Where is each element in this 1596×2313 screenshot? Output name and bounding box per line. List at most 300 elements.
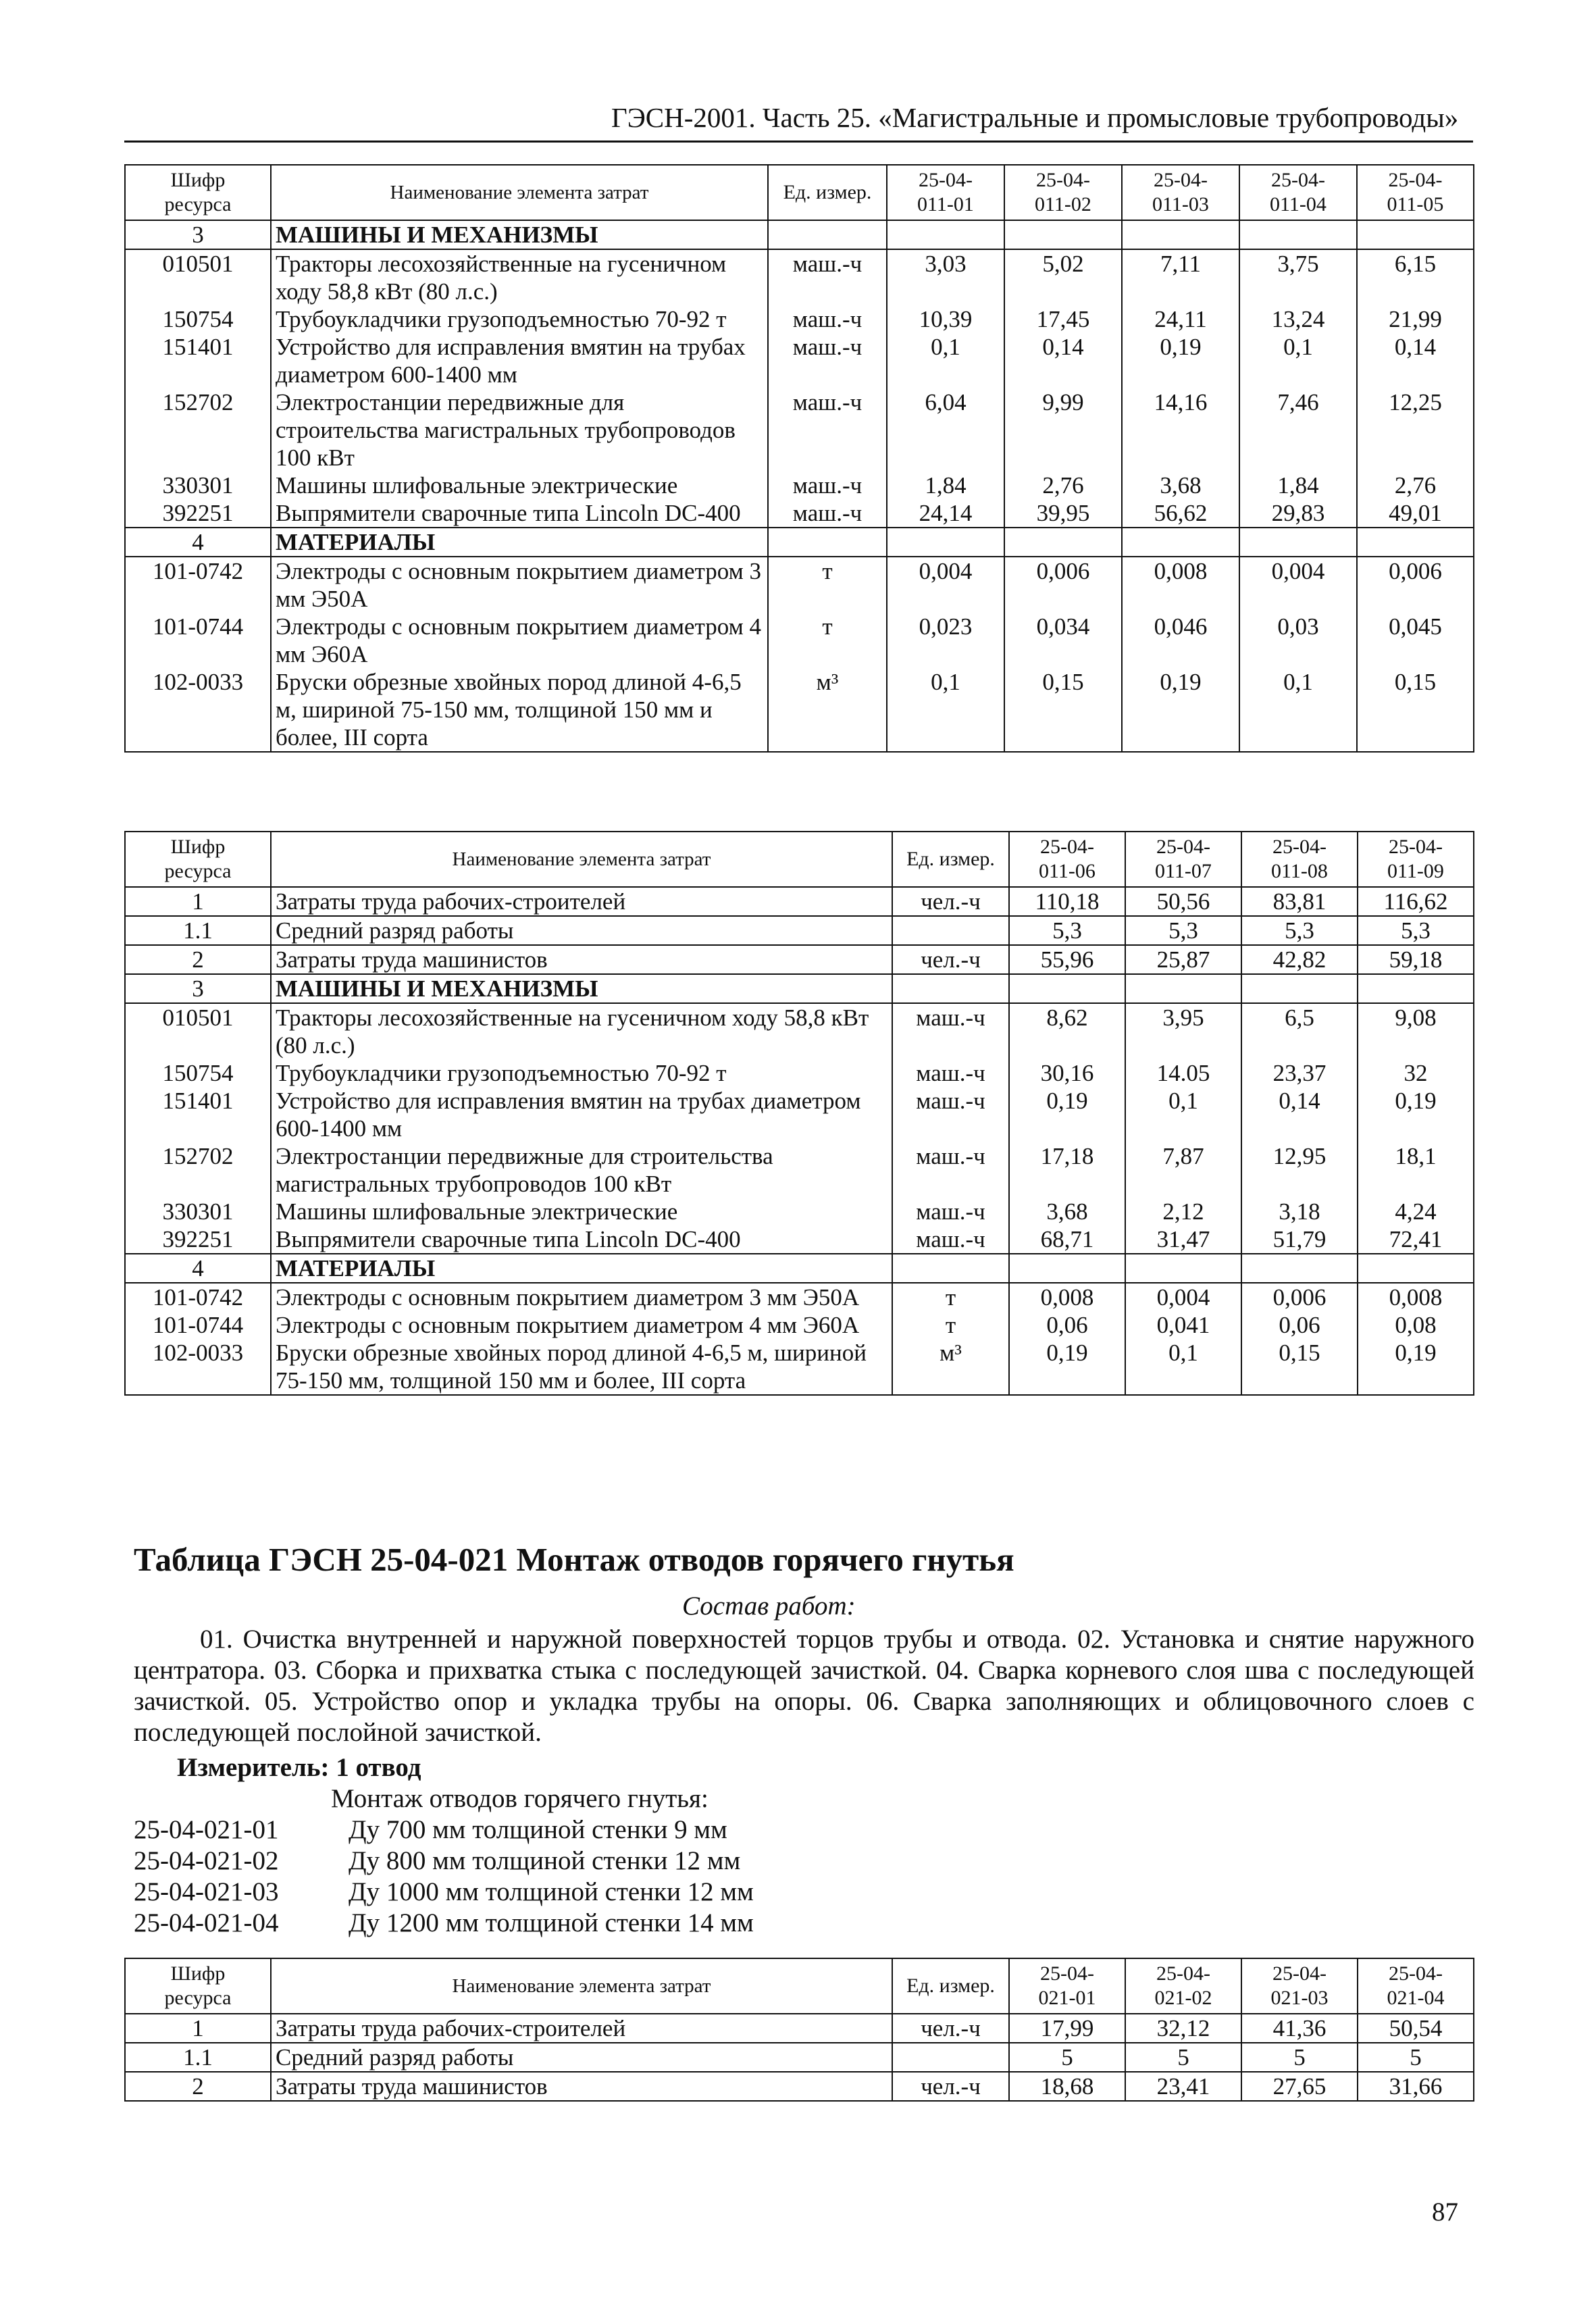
table-row	[125, 2014, 1474, 2043]
norm-value: 5,3	[1358, 916, 1474, 945]
cost-element-name: Затраты труда рабочих-строителей	[271, 2014, 892, 2043]
header-line: 25-04-	[1156, 1962, 1210, 1985]
header-line: Шифр	[170, 169, 226, 191]
norm-value: 5	[1358, 2043, 1474, 2072]
header-line: 011-02	[1035, 193, 1091, 215]
table-header-row	[125, 832, 1474, 887]
resource-code: 330301	[125, 1198, 271, 1225]
unit-of-measure: маш.-ч	[768, 249, 887, 305]
header-line: 25-04-	[1272, 836, 1327, 858]
norm-value: 2,76	[1004, 472, 1122, 499]
header-unit: Ед. измер.	[892, 832, 1009, 887]
header-line: 021-03	[1270, 1987, 1329, 2009]
header-norm-code	[1009, 1958, 1125, 2014]
cost-element-name: Затраты труда машинистов	[271, 2072, 892, 2101]
norm-value	[1358, 974, 1474, 1003]
header-line: 25-04-	[919, 169, 973, 191]
norm-value: 0,004	[887, 557, 1004, 613]
cost-element-name: Машины шлифовальные электрические	[271, 472, 768, 499]
norm-value	[1241, 974, 1358, 1003]
header-norm-code	[1241, 832, 1358, 887]
norm-value: 3,68	[1122, 472, 1239, 499]
resource-code: 392251	[125, 499, 271, 528]
norm-value: 83,81	[1241, 887, 1358, 916]
norm-value: 17,99	[1009, 2014, 1125, 2043]
norm-value: 18,68	[1009, 2072, 1125, 2101]
norm-value	[1241, 1254, 1358, 1283]
norm-value: 3,75	[1239, 249, 1357, 305]
header-line: 25-04-	[1040, 1962, 1094, 1985]
unit-of-measure: маш.-ч	[768, 472, 887, 499]
measure-unit-text: Измеритель: 1 отвод	[177, 1753, 421, 1782]
cost-element-name: Тракторы лесохозяйственные на гусеничном ходу 58,8 кВт (80 л.с.)	[271, 1003, 892, 1059]
unit-of-measure: чел.-ч	[892, 887, 1009, 916]
resource-code: 101-0742	[125, 1283, 271, 1311]
unit-of-measure	[768, 220, 887, 249]
variant-item	[134, 1877, 754, 1908]
norm-value: 4,24	[1358, 1198, 1474, 1225]
variant-code: 25-04-021-04	[134, 1908, 279, 1937]
resource-code: 392251	[125, 1225, 271, 1254]
header-line: ресурса	[164, 860, 232, 882]
table-row	[125, 1225, 1474, 1254]
unit-of-measure: чел.-ч	[892, 2014, 1009, 2043]
unit-of-measure: маш.-ч	[892, 1059, 1009, 1087]
header-norm-code	[1239, 165, 1357, 220]
norm-value: 0,19	[1358, 1339, 1474, 1395]
unit-of-measure: м³	[768, 668, 887, 752]
resource-code: 152702	[125, 388, 271, 472]
header-line: 021-04	[1387, 1987, 1445, 2009]
norm-value: 0,1	[887, 333, 1004, 388]
cost-element-name: Электроды с основным покрытием диаметром 4 мм Э60А	[271, 613, 768, 668]
norm-value: 68,71	[1009, 1225, 1125, 1254]
header-line: 011-04	[1270, 193, 1327, 215]
unit-of-measure	[892, 974, 1009, 1003]
table-title: Таблица ГЭСН 25-04-021 Монтаж отводов горячего гнутья	[134, 1541, 1014, 1578]
norm-value: 0,1	[887, 668, 1004, 752]
norm-value	[1122, 220, 1239, 249]
norm-value: 0,1	[1125, 1087, 1241, 1142]
norm-value: 0,19	[1009, 1339, 1125, 1395]
norm-value: 17,45	[1004, 305, 1122, 333]
unit-of-measure: т	[892, 1283, 1009, 1311]
norm-value: 41,36	[1241, 2014, 1358, 2043]
cost-element-name: Затраты труда рабочих-строителей	[271, 887, 892, 916]
variant-description: Ду 800 мм толщиной стенки 12 мм	[349, 1846, 741, 1875]
norm-value: 56,62	[1122, 499, 1239, 528]
resource-code: 101-0744	[125, 613, 271, 668]
unit-of-measure: чел.-ч	[892, 945, 1009, 974]
resource-code: 1	[125, 887, 271, 916]
norm-value: 5,02	[1004, 249, 1122, 305]
norm-value: 5,3	[1009, 916, 1125, 945]
norm-value: 0,006	[1357, 557, 1474, 613]
cost-element-name: Трубоукладчики грузоподъемностью 70-92 т	[271, 305, 768, 333]
header-line: Шифр	[170, 836, 226, 858]
header-unit: Ед. измер.	[892, 1958, 1009, 2014]
norm-value: 0,03	[1239, 613, 1357, 668]
work-composition-paragraph: 01. Очистка внутренней и наружной поверхностей торцов трубы и отвода. 02. Установка и снятие наружного центратора. 03. Сборка и прихватка стыка с последующей зачисткой. 04. Сварка корневого слоя шва с последующей зачисткой. 05. Устройство опор и укладка трубы на опоры. 06. Сварка заполняющих и облицовочного слоев с последующей послойной зачисткой.	[134, 1625, 1474, 1747]
norm-value: 0,1	[1125, 1339, 1241, 1395]
cost-element-name: Устройство для исправления вмятин на трубах диаметром 600-1400 мм	[271, 1087, 892, 1142]
norm-value: 23,37	[1241, 1059, 1358, 1087]
norm-value: 0,004	[1125, 1283, 1241, 1311]
norm-value: 12,95	[1241, 1142, 1358, 1198]
variant-code: 25-04-021-02	[134, 1846, 279, 1875]
norm-value	[1004, 220, 1122, 249]
resource-code: 3	[125, 974, 271, 1003]
norm-value: 0,06	[1241, 1311, 1358, 1339]
table-header-row	[125, 165, 1474, 220]
resource-code: 102-0033	[125, 668, 271, 752]
resource-code: 1	[125, 2014, 271, 2043]
cost-element-name: Машины шлифовальные электрические	[271, 1198, 892, 1225]
norm-value: 59,18	[1358, 945, 1474, 974]
table-row	[125, 1198, 1474, 1225]
unit-of-measure: т	[892, 1311, 1009, 1339]
norm-value: 14,16	[1122, 388, 1239, 472]
norm-value: 7,11	[1122, 249, 1239, 305]
norm-value: 1,84	[887, 472, 1004, 499]
norm-value: 12,25	[1357, 388, 1474, 472]
norm-value: 0,008	[1122, 557, 1239, 613]
norm-value: 0,15	[1357, 668, 1474, 752]
norm-value: 42,82	[1241, 945, 1358, 974]
resource-code: 150754	[125, 1059, 271, 1087]
norm-value: 30,16	[1009, 1059, 1125, 1087]
norm-value: 0,15	[1004, 668, 1122, 752]
table-row	[125, 1339, 1474, 1395]
unit-of-measure: маш.-ч	[892, 1198, 1009, 1225]
resource-code: 151401	[125, 1087, 271, 1142]
norm-value: 55,96	[1009, 945, 1125, 974]
table-row	[125, 974, 1474, 1003]
work-composition-label: Состав работ:	[682, 1592, 856, 1621]
variant-description: Ду 1000 мм толщиной стенки 12 мм	[349, 1877, 754, 1906]
cost-element-name: Трубоукладчики грузоподъемностью 70-92 т	[271, 1059, 892, 1087]
header-line: 011-05	[1387, 193, 1444, 215]
norm-value: 0,19	[1009, 1087, 1125, 1142]
norm-value: 1,84	[1239, 472, 1357, 499]
norm-value: 0,14	[1241, 1087, 1358, 1142]
norm-value	[887, 220, 1004, 249]
cost-element-name: МАШИНЫ И МЕХАНИЗМЫ	[271, 220, 768, 249]
norm-value: 51,79	[1241, 1225, 1358, 1254]
unit-of-measure: маш.-ч	[768, 333, 887, 388]
norm-value	[1357, 220, 1474, 249]
variant-item	[134, 1908, 754, 1939]
norm-value: 2,76	[1357, 472, 1474, 499]
header-norm-code	[1357, 165, 1474, 220]
norm-value: 0,023	[887, 613, 1004, 668]
header-line: 011-07	[1155, 860, 1212, 882]
norm-value: 0,1	[1239, 668, 1357, 752]
norm-value: 9,99	[1004, 388, 1122, 472]
cost-element-name: Выпрямители сварочные типа Lincoln DC-400	[271, 1225, 892, 1254]
unit-of-measure: маш.-ч	[768, 499, 887, 528]
unit-of-measure	[892, 1254, 1009, 1283]
resource-table-011-01-05	[124, 164, 1474, 753]
header-line: 011-01	[917, 193, 974, 215]
variants-list	[134, 1814, 754, 1939]
resource-code: 101-0744	[125, 1311, 271, 1339]
table-row	[125, 557, 1474, 613]
resource-table-021	[124, 1958, 1474, 2102]
header-line: Шифр	[170, 1962, 226, 1985]
norm-value	[1239, 220, 1357, 249]
norm-value: 5,3	[1125, 916, 1241, 945]
header-norm-code	[1125, 832, 1241, 887]
norm-value: 0,06	[1009, 1311, 1125, 1339]
unit-of-measure: чел.-ч	[892, 2072, 1009, 2101]
norm-value: 14.05	[1125, 1059, 1241, 1087]
norm-value: 39,95	[1004, 499, 1122, 528]
norm-value: 9,08	[1358, 1003, 1474, 1059]
table-row	[125, 668, 1474, 752]
resource-code: 330301	[125, 472, 271, 499]
header-line: 011-06	[1039, 860, 1096, 882]
norm-value: 5	[1125, 2043, 1241, 2072]
norm-value: 0,08	[1358, 1311, 1474, 1339]
cost-element-name: МАТЕРИАЛЫ	[271, 528, 768, 557]
cost-element-name: Устройство для исправления вмятин на трубах диаметром 600-1400 мм	[271, 333, 768, 388]
resource-code: 2	[125, 945, 271, 974]
unit-of-measure: м³	[892, 1339, 1009, 1395]
norm-value: 31,66	[1358, 2072, 1474, 2101]
norm-value: 0,006	[1241, 1283, 1358, 1311]
unit-of-measure: маш.-ч	[892, 1142, 1009, 1198]
page-number: 87	[1432, 2197, 1458, 2227]
norm-value: 23,41	[1125, 2072, 1241, 2101]
norm-value: 5	[1009, 2043, 1125, 2072]
header-line: 011-09	[1387, 860, 1444, 882]
norm-value	[1122, 528, 1239, 557]
norm-value: 24,11	[1122, 305, 1239, 333]
norm-value: 49,01	[1357, 499, 1474, 528]
resource-code: 1.1	[125, 2043, 271, 2072]
unit-of-measure	[892, 2043, 1009, 2072]
header-norm-code	[1004, 165, 1122, 220]
resource-code: 010501	[125, 1003, 271, 1059]
header-norm-code	[1358, 832, 1474, 887]
norm-value	[1125, 974, 1241, 1003]
table-row	[125, 305, 1474, 333]
table-row	[125, 1087, 1474, 1142]
header-norm-code	[1358, 1958, 1474, 2014]
running-head: ГЭСН-2001. Часть 25. «Магистральные и промысловые трубопроводы»	[611, 102, 1459, 133]
table-row	[125, 249, 1474, 305]
header-line: 25-04-	[1040, 836, 1094, 858]
table-row	[125, 1311, 1474, 1339]
norm-value: 24,14	[887, 499, 1004, 528]
norm-value: 0,19	[1122, 668, 1239, 752]
cost-element-name: МАТЕРИАЛЫ	[271, 1254, 892, 1283]
norm-value: 0,1	[1239, 333, 1357, 388]
header-line: 25-04-	[1271, 169, 1325, 191]
norm-value	[1239, 528, 1357, 557]
variant-code: 25-04-021-01	[134, 1815, 279, 1844]
variant-description: Ду 700 мм толщиной стенки 9 мм	[349, 1815, 727, 1844]
header-rule	[124, 141, 1473, 143]
norm-value: 32	[1358, 1059, 1474, 1087]
header-line: 25-04-	[1389, 836, 1443, 858]
resource-code: 1.1	[125, 916, 271, 945]
variants-heading: Монтаж отводов горячего гнутья:	[331, 1784, 709, 1813]
resource-code: 4	[125, 528, 271, 557]
norm-value	[1004, 528, 1122, 557]
table-row	[125, 1142, 1474, 1198]
header-line: 25-04-	[1154, 169, 1208, 191]
header-resource-code	[125, 832, 271, 887]
norm-value	[1125, 1254, 1241, 1283]
header-line: ресурса	[164, 193, 232, 215]
norm-value: 0,046	[1122, 613, 1239, 668]
norm-value: 3,18	[1241, 1198, 1358, 1225]
norm-value: 0,19	[1358, 1087, 1474, 1142]
header-norm-code	[887, 165, 1004, 220]
resource-code: 3	[125, 220, 271, 249]
cost-element-name: Средний разряд работы	[271, 2043, 892, 2072]
table-row	[125, 333, 1474, 388]
norm-value	[1357, 528, 1474, 557]
norm-value: 3,95	[1125, 1003, 1241, 1059]
resource-code: 4	[125, 1254, 271, 1283]
cost-element-name: Электростанции передвижные для строительства магистральных трубопроводов 100 кВт	[271, 388, 768, 472]
norm-value: 21,99	[1357, 305, 1474, 333]
header-norm-code	[1241, 1958, 1358, 2014]
norm-value: 18,1	[1358, 1142, 1474, 1198]
table-row	[125, 499, 1474, 528]
header-line: 25-04-	[1272, 1962, 1327, 1985]
variant-description: Ду 1200 мм толщиной стенки 14 мм	[349, 1908, 754, 1937]
header-norm-code	[1009, 832, 1125, 887]
norm-value: 0,034	[1004, 613, 1122, 668]
norm-value: 72,41	[1358, 1225, 1474, 1254]
table-row	[125, 1254, 1474, 1283]
norm-value: 13,24	[1239, 305, 1357, 333]
resource-code: 152702	[125, 1142, 271, 1198]
table-row	[125, 613, 1474, 668]
unit-of-measure: маш.-ч	[892, 1003, 1009, 1059]
norm-value: 10,39	[887, 305, 1004, 333]
variant-item	[134, 1846, 754, 1877]
table-row	[125, 472, 1474, 499]
norm-value: 50,56	[1125, 887, 1241, 916]
norm-value: 50,54	[1358, 2014, 1474, 2043]
norm-value: 29,83	[1239, 499, 1357, 528]
header-unit: Ед. измер.	[768, 165, 887, 220]
table-row	[125, 1003, 1474, 1059]
norm-value: 25,87	[1125, 945, 1241, 974]
table-row	[125, 2072, 1474, 2101]
variant-code: 25-04-021-03	[134, 1877, 279, 1906]
table-row	[125, 1283, 1474, 1311]
table-row	[125, 220, 1474, 249]
resource-code: 010501	[125, 249, 271, 305]
resource-table-011-06-09	[124, 831, 1474, 1396]
table-row	[125, 887, 1474, 916]
header-cost-element-name: Наименование элемента затрат	[271, 832, 892, 887]
norm-value: 7,46	[1239, 388, 1357, 472]
norm-value: 5,3	[1241, 916, 1358, 945]
table-row	[125, 1059, 1474, 1087]
variant-item	[134, 1814, 754, 1846]
norm-value: 5	[1241, 2043, 1358, 2072]
norm-value: 0,008	[1358, 1283, 1474, 1311]
norm-value: 3,68	[1009, 1198, 1125, 1225]
norm-value: 110,18	[1009, 887, 1125, 916]
header-line: 011-08	[1271, 860, 1328, 882]
unit-of-measure: маш.-ч	[768, 305, 887, 333]
unit-of-measure: т	[768, 557, 887, 613]
table-row	[125, 2043, 1474, 2072]
norm-value: 0,14	[1357, 333, 1474, 388]
header-resource-code	[125, 165, 271, 220]
header-line: ресурса	[164, 1987, 232, 2009]
cost-element-name: Электроды с основным покрытием диаметром 4 мм Э60А	[271, 1311, 892, 1339]
norm-value: 116,62	[1358, 887, 1474, 916]
cost-element-name: Выпрямители сварочные типа Lincoln DC-400	[271, 499, 768, 528]
header-cost-element-name: Наименование элемента затрат	[271, 165, 768, 220]
header-line: 25-04-	[1156, 836, 1210, 858]
norm-value: 3,03	[887, 249, 1004, 305]
header-resource-code	[125, 1958, 271, 2014]
resource-code: 101-0742	[125, 557, 271, 613]
header-line: 021-01	[1038, 1987, 1096, 2009]
norm-value	[887, 528, 1004, 557]
cost-element-name: Бруски обрезные хвойных пород длиной 4-6,5 м, шириной 75-150 мм, толщиной 150 мм и более, III сорта	[271, 1339, 892, 1395]
norm-value: 0,006	[1004, 557, 1122, 613]
table-row	[125, 388, 1474, 472]
header-cost-element-name: Наименование элемента затрат	[271, 1958, 892, 2014]
table-row	[125, 945, 1474, 974]
norm-value: 6,5	[1241, 1003, 1358, 1059]
norm-value: 0,041	[1125, 1311, 1241, 1339]
norm-value: 6,04	[887, 388, 1004, 472]
norm-value	[1009, 974, 1125, 1003]
norm-value: 32,12	[1125, 2014, 1241, 2043]
norm-value: 17,18	[1009, 1142, 1125, 1198]
norm-value: 8,62	[1009, 1003, 1125, 1059]
table-header-row	[125, 1958, 1474, 2014]
cost-element-name: Бруски обрезные хвойных пород длиной 4-6,5 м, шириной 75-150 мм, толщиной 150 мм и более, III сорта	[271, 668, 768, 752]
cost-element-name: Тракторы лесохозяйственные на гусеничном ходу 58,8 кВт (80 л.с.)	[271, 249, 768, 305]
norm-value: 0,004	[1239, 557, 1357, 613]
norm-value: 7,87	[1125, 1142, 1241, 1198]
norm-value: 0,008	[1009, 1283, 1125, 1311]
norm-value: 0,15	[1241, 1339, 1358, 1395]
header-line: 25-04-	[1388, 169, 1443, 191]
header-line: 25-04-	[1036, 169, 1090, 191]
unit-of-measure: маш.-ч	[892, 1087, 1009, 1142]
unit-of-measure	[892, 916, 1009, 945]
header-norm-code	[1125, 1958, 1241, 2014]
header-line: 25-04-	[1389, 1962, 1443, 1985]
header-line: 011-03	[1152, 193, 1209, 215]
norm-value: 6,15	[1357, 249, 1474, 305]
cost-element-name: Электроды с основным покрытием диаметром 3 мм Э50А	[271, 1283, 892, 1311]
table-row	[125, 528, 1474, 557]
norm-value: 0,14	[1004, 333, 1122, 388]
header-line: 021-02	[1154, 1987, 1212, 2009]
table-row	[125, 916, 1474, 945]
measure-unit	[177, 1752, 421, 1783]
norm-value	[1358, 1254, 1474, 1283]
norm-value: 31,47	[1125, 1225, 1241, 1254]
header-norm-code	[1122, 165, 1239, 220]
resource-code: 2	[125, 2072, 271, 2101]
